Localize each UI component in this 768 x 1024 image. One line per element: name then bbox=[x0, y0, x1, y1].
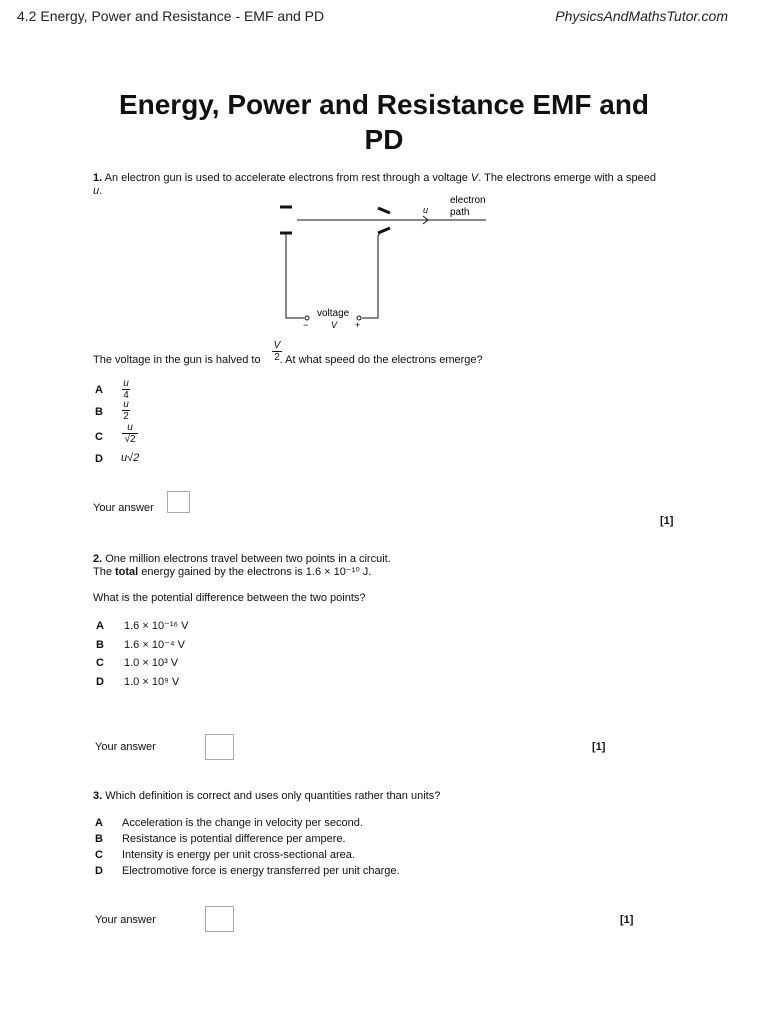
option-letter: C bbox=[96, 657, 104, 669]
question-3-answer-box[interactable] bbox=[205, 906, 234, 932]
question-1-prompt-part: . At what speed do the electrons emerge? bbox=[279, 354, 483, 366]
fraction-numerator: u bbox=[127, 422, 133, 433]
your-answer-label: Your answer bbox=[93, 502, 154, 514]
option-text: Acceleration is the change in velocity per second. bbox=[122, 817, 363, 829]
question-2-mark: [1] bbox=[592, 741, 606, 753]
question-1-number: 1. bbox=[93, 172, 103, 184]
question-3-mark: [1] bbox=[620, 914, 634, 926]
your-answer-label: Your answer bbox=[95, 914, 156, 926]
wire-anode bbox=[362, 233, 380, 318]
fraction-numerator: u bbox=[123, 378, 129, 389]
question-1-text-part: . The electrons emerge with a speed bbox=[478, 172, 656, 184]
question-1-prompt bbox=[93, 354, 613, 367]
option-letter: D bbox=[95, 865, 103, 877]
diagram-label-v: V bbox=[331, 320, 338, 330]
question-3-number: 3. bbox=[93, 790, 103, 802]
option-letter: B bbox=[95, 406, 103, 418]
option-text: Intensity is energy per unit cross-sectional area. bbox=[122, 849, 355, 861]
diagram-label-electron: electron bbox=[450, 195, 486, 206]
option-a-fraction bbox=[121, 378, 131, 401]
option-letter: D bbox=[96, 676, 104, 688]
option-b-fraction bbox=[121, 399, 131, 422]
option-c-fraction bbox=[121, 422, 139, 445]
option-letter: B bbox=[96, 639, 104, 651]
option-letter: A bbox=[95, 817, 103, 829]
question-2-line-2-bold: total bbox=[115, 566, 139, 578]
question-2-answer-box[interactable] bbox=[205, 734, 234, 760]
anode-plate-bottom bbox=[378, 228, 390, 233]
question-2-question: What is the potential difference between the two points? bbox=[93, 592, 366, 604]
fraction-denominator: 2 bbox=[274, 352, 280, 363]
option-letter: C bbox=[95, 849, 103, 861]
question-1-var-u: u bbox=[93, 185, 100, 197]
option-text: 1.0 × 10⁹ V bbox=[124, 676, 180, 688]
terminal-minus-sign: − bbox=[303, 320, 309, 330]
terminal-plus-sign: + bbox=[355, 320, 361, 330]
question-1-var-v: V bbox=[470, 172, 479, 184]
question-1-answer-box[interactable] bbox=[167, 491, 190, 513]
fraction-v-over-2 bbox=[271, 340, 283, 363]
option-letter: A bbox=[95, 384, 103, 396]
question-3-question: Which definition is correct and uses only quantities rather than units? bbox=[105, 790, 441, 802]
question-1-prompt-part: The voltage in the gun is halved to bbox=[93, 354, 264, 366]
option-letter: C bbox=[95, 431, 103, 443]
option-letter: D bbox=[95, 453, 103, 465]
option-text: 1.6 × 10⁻⁴ V bbox=[124, 639, 185, 651]
option-text: 1.6 × 10⁻¹⁶ V bbox=[124, 620, 189, 632]
option-letter: B bbox=[95, 833, 103, 845]
fraction-numerator: V bbox=[273, 340, 281, 351]
question-2-text bbox=[93, 553, 653, 579]
question-2-line-2-part: The bbox=[93, 566, 116, 578]
option-letter: A bbox=[96, 620, 104, 632]
question-2-number: 2. bbox=[93, 553, 103, 565]
question-2-line-2-part: energy gained by the electrons is 1.6 × 10⁻¹⁰ J. bbox=[138, 566, 372, 578]
fraction-denominator: 2 bbox=[123, 411, 129, 422]
question-1-text-part: An electron gun is used to accelerate electrons from rest through a voltage bbox=[104, 172, 471, 184]
diagram-label-path: path bbox=[450, 207, 470, 218]
fraction-numerator: u bbox=[123, 399, 129, 410]
document-header-title: 4.2 Energy, Power and Resistance - EMF and PD bbox=[17, 8, 325, 24]
document-header-source: PhysicsAndMathsTutor.com bbox=[555, 8, 728, 24]
anode-plate-top bbox=[378, 208, 390, 213]
question-3-text bbox=[93, 790, 653, 803]
wire-cathode bbox=[286, 233, 304, 318]
option-text: Resistance is potential difference per ampere. bbox=[122, 833, 346, 845]
option-text: Electromotive force is energy transferred per unit charge. bbox=[122, 865, 400, 877]
diagram-label-voltage: voltage bbox=[317, 308, 350, 319]
electron-gun-diagram bbox=[270, 192, 500, 332]
fraction-denominator: √2 bbox=[124, 434, 136, 445]
page-title: Energy, Power and Resistance EMF and PD bbox=[118, 89, 650, 155]
diagram-label-u: u bbox=[423, 205, 429, 215]
question-2-line-1: One million electrons travel between two points in a circuit. bbox=[105, 553, 391, 565]
fraction-denominator: 4 bbox=[123, 390, 129, 401]
question-1-mark: [1] bbox=[660, 515, 674, 527]
option-text: 1.0 × 10³ V bbox=[124, 657, 179, 669]
your-answer-label: Your answer bbox=[95, 741, 156, 753]
question-1-text-part: . bbox=[99, 185, 103, 197]
option-d-expression: u√2 bbox=[121, 452, 140, 464]
